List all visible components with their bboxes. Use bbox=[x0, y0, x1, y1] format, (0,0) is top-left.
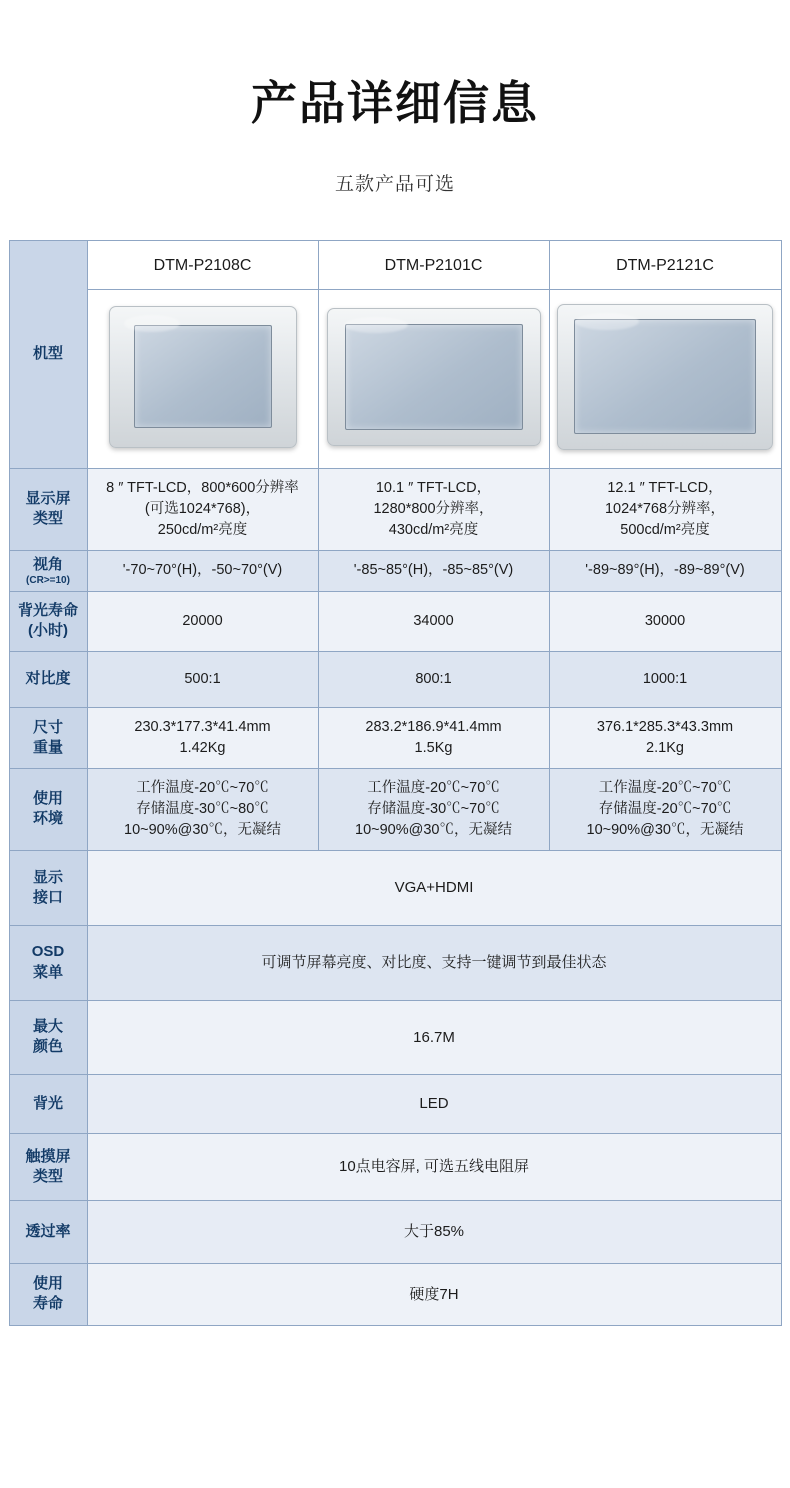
row-label-contrast: 对比度 bbox=[9, 651, 87, 707]
row-label-osd bbox=[9, 925, 87, 1000]
row-label-display-type-line1: 显示屏 bbox=[25, 489, 71, 507]
colors-value: 16.7M bbox=[87, 1000, 781, 1075]
transmittance-value: 大于85% bbox=[87, 1200, 781, 1263]
row-label-life bbox=[9, 1263, 87, 1326]
row-label-colors bbox=[9, 1000, 87, 1075]
row-label-view-angle-sub: (CR>=10) bbox=[26, 574, 70, 586]
environment-1-line2: 存储温度-30℃~80℃ bbox=[136, 800, 269, 817]
row-label-size-weight bbox=[9, 707, 87, 768]
backlight-value: LED bbox=[87, 1075, 781, 1134]
screen-area bbox=[134, 325, 272, 428]
display-type-3-line2: 1024*768分辨率， bbox=[604, 500, 726, 517]
environment-3-line2: 存储温度-20℃~70℃ bbox=[598, 800, 732, 817]
row-label-backlight: 背光 bbox=[9, 1075, 87, 1134]
contrast-2: 800:1 bbox=[318, 651, 549, 707]
screen-glare bbox=[344, 317, 408, 333]
display-type-3-line3: 500cd/m²亮度 bbox=[620, 521, 710, 538]
row-label-display-type-line2: 类型 bbox=[32, 510, 63, 528]
display-type-1-line1: 8 ″ TFT-LCD，800*600分辨率 bbox=[106, 479, 299, 496]
osd-value: 可调节屏幕亮度、对比度、支持一键调节到最佳状态 bbox=[87, 925, 781, 1000]
row-label-environment-line2: 环境 bbox=[32, 810, 63, 828]
display-type-2-line1: 10.1 ″ TFT-LCD， bbox=[375, 479, 492, 496]
row-label-environment-line1: 使用 bbox=[32, 790, 63, 808]
weight-1: 1.42Kg bbox=[179, 739, 226, 756]
table-row-model-names bbox=[9, 240, 781, 289]
row-label-touch bbox=[9, 1134, 87, 1201]
table-row-osd bbox=[9, 925, 781, 1000]
interface-value: VGA+HDMI bbox=[87, 851, 781, 926]
size-3: 376.1*285.3*43.3mm bbox=[596, 718, 734, 735]
row-label-life-line2: 寿命 bbox=[32, 1295, 63, 1313]
display-type-1-line3: 250cd/m²亮度 bbox=[157, 521, 248, 538]
product-image-cell-3 bbox=[549, 289, 781, 468]
display-type-2-line3: 430cd/m²亮度 bbox=[388, 521, 479, 538]
table-row-backlight-life bbox=[9, 591, 781, 651]
row-label-interface-line2: 接口 bbox=[32, 888, 63, 906]
row-label-backlight-life-line2: (小时) bbox=[28, 622, 68, 640]
table-row-view-angle bbox=[9, 550, 781, 591]
backlight-life-3: 30000 bbox=[549, 591, 781, 651]
row-label-touch-line2: 类型 bbox=[32, 1167, 63, 1185]
display-type-1-line2: (可选1024*768)， bbox=[144, 500, 261, 517]
size-1: 230.3*177.3*41.4mm bbox=[134, 718, 271, 735]
life-value: 硬度7H bbox=[87, 1263, 781, 1326]
screen-glare bbox=[124, 315, 180, 332]
row-label-view-angle-main: 视角 bbox=[32, 555, 63, 573]
environment-2 bbox=[318, 768, 549, 850]
environment-3 bbox=[549, 768, 781, 850]
page-title: 产品详细信息 bbox=[251, 77, 539, 129]
page-subtitle: 五款产品可选 bbox=[334, 173, 455, 195]
view-angle-2: '-85~85°(H)，-85~85°(V) bbox=[318, 550, 549, 591]
backlight-life-1: 20000 bbox=[87, 591, 318, 651]
table-row-display-type bbox=[9, 468, 781, 550]
view-angle-3: '-89~89°(H)，-89~89°(V) bbox=[549, 550, 781, 591]
specification-table bbox=[9, 240, 782, 1327]
display-type-3-line1: 12.1 ″ TFT-LCD， bbox=[607, 479, 723, 496]
table-row-colors bbox=[9, 1000, 781, 1075]
contrast-3: 1000:1 bbox=[549, 651, 781, 707]
weight-3: 2.1Kg bbox=[646, 739, 684, 756]
row-label-transmittance: 透过率 bbox=[9, 1200, 87, 1263]
row-label-life-line1: 使用 bbox=[32, 1275, 63, 1293]
environment-2-line2: 存储温度-30℃~70℃ bbox=[367, 800, 500, 817]
model-name-1: DTM-P2108C bbox=[87, 240, 318, 289]
row-label-weight: 重量 bbox=[32, 738, 63, 756]
screen-area bbox=[345, 324, 523, 430]
row-label-view-angle bbox=[9, 550, 87, 591]
table-row-environment bbox=[9, 768, 781, 850]
product-image-cell-2 bbox=[318, 289, 549, 468]
backlight-life-2: 34000 bbox=[318, 591, 549, 651]
row-label-environment bbox=[9, 768, 87, 850]
table-row-size-weight bbox=[9, 707, 781, 768]
row-label-size: 尺寸 bbox=[32, 718, 63, 736]
view-angle-1: '-70~70°(H)，-50~70°(V) bbox=[87, 550, 318, 591]
touch-value: 10点电容屏, 可选五线电阻屏 bbox=[87, 1134, 781, 1201]
environment-2-line3: 10~90%@30℃，无凝结 bbox=[355, 821, 512, 838]
table-row-backlight bbox=[9, 1075, 781, 1134]
model-name-2: DTM-P2101C bbox=[318, 240, 549, 289]
display-type-3 bbox=[549, 468, 781, 550]
row-label-colors-line2: 颜色 bbox=[32, 1038, 63, 1056]
row-label-osd-line2: 菜单 bbox=[32, 963, 63, 981]
table-row-life bbox=[9, 1263, 781, 1326]
row-label-colors-line1: 最大 bbox=[32, 1018, 63, 1036]
size-weight-1 bbox=[87, 707, 318, 768]
size-2: 283.2*186.9*41.4mm bbox=[365, 718, 502, 735]
environment-1-line1: 工作温度-20℃~70℃ bbox=[136, 779, 269, 796]
row-label-touch-line1: 触摸屏 bbox=[25, 1147, 71, 1165]
row-label-interface bbox=[9, 851, 87, 926]
table-row-model-images bbox=[9, 289, 781, 468]
display-type-2 bbox=[318, 468, 549, 550]
row-label-display-type bbox=[9, 468, 87, 550]
row-label-interface-line1: 显示 bbox=[32, 868, 63, 886]
environment-3-line1: 工作温度-20℃~70℃ bbox=[598, 779, 732, 796]
row-label-backlight-life-line1: 背光寿命 bbox=[17, 602, 78, 620]
panel-pc-10inch-image bbox=[327, 308, 541, 446]
environment-2-line1: 工作温度-20℃~70℃ bbox=[367, 779, 500, 796]
environment-3-line3: 10~90%@30℃，无凝结 bbox=[586, 821, 744, 838]
panel-pc-12inch-image bbox=[557, 304, 773, 450]
table-row-interface bbox=[9, 851, 781, 926]
size-weight-3 bbox=[549, 707, 781, 768]
panel-pc-8inch-image bbox=[109, 306, 297, 448]
display-type-1 bbox=[87, 468, 318, 550]
table-row-transmittance bbox=[9, 1200, 781, 1263]
environment-1-line3: 10~90%@30℃，无凝结 bbox=[124, 821, 281, 838]
row-label-osd-line1: OSD bbox=[31, 943, 65, 961]
row-label-model: 机型 bbox=[9, 240, 87, 468]
environment-1 bbox=[87, 768, 318, 850]
table-row-contrast bbox=[9, 651, 781, 707]
display-type-2-line2: 1280*800分辨率， bbox=[373, 500, 494, 517]
table-row-touch bbox=[9, 1134, 781, 1201]
row-label-backlight-life bbox=[9, 591, 87, 651]
size-weight-2 bbox=[318, 707, 549, 768]
product-image-cell-1 bbox=[87, 289, 318, 468]
model-name-3: DTM-P2121C bbox=[549, 240, 781, 289]
contrast-1: 500:1 bbox=[87, 651, 318, 707]
screen-area bbox=[574, 319, 756, 434]
weight-2: 1.5Kg bbox=[414, 739, 453, 756]
